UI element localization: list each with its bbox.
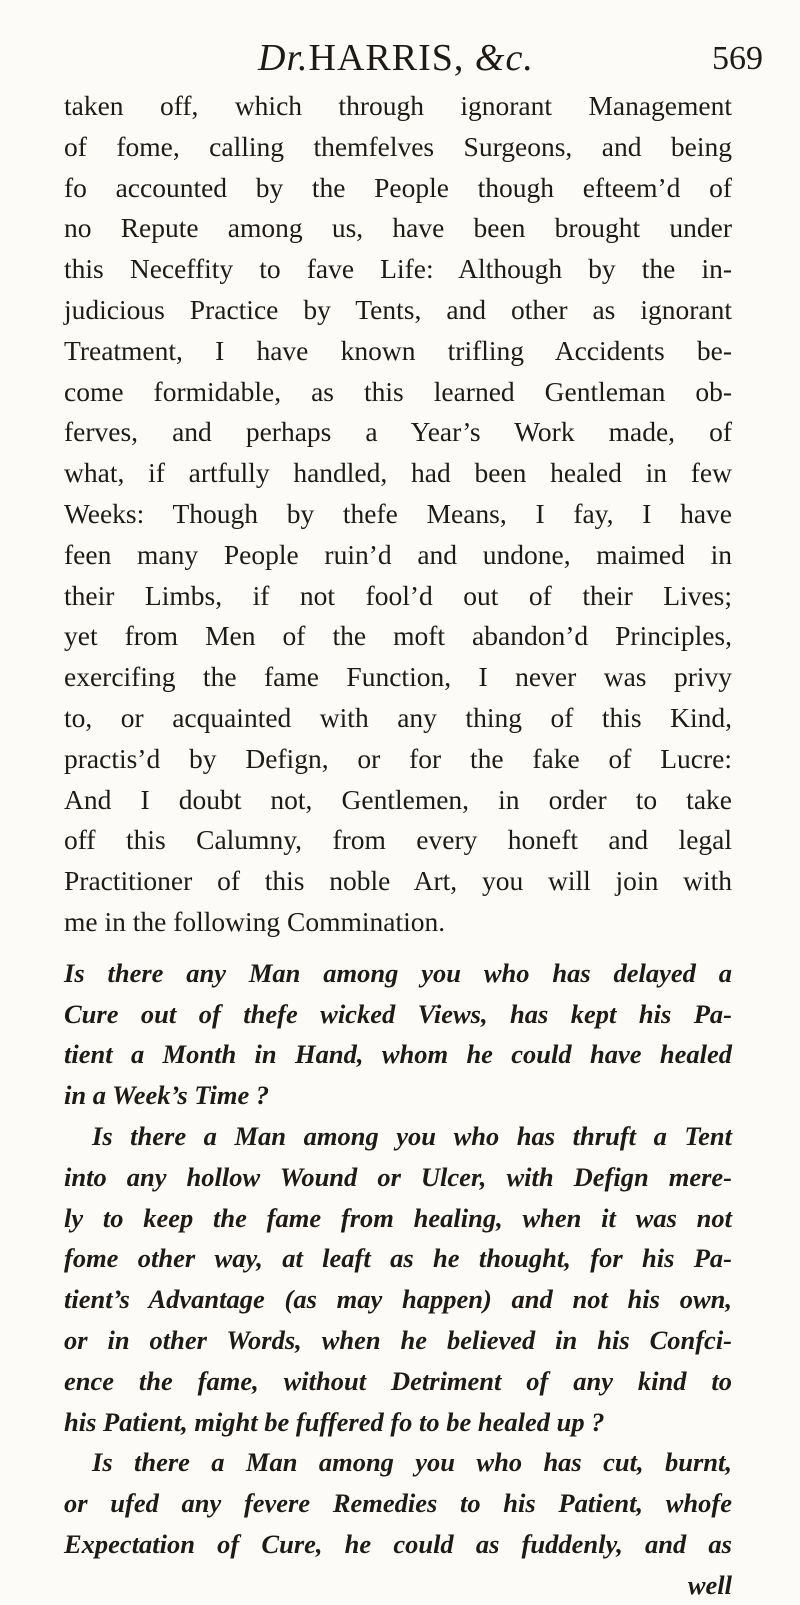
commination-line: in a Week’s Time ? <box>64 1080 270 1111</box>
text-line: Weeks: Though by thefe Means, I fay, I have <box>64 497 732 529</box>
commination-line: tient’s Advantage (as may happen) and not his own, <box>64 1284 732 1315</box>
text-line: feen many People ruin’d and undone, maimed in <box>64 538 732 570</box>
commination <box>64 953 732 1605</box>
commination-line: tient a Month in Hand, whom he could have healed <box>64 1039 732 1070</box>
text-line: Treatment, I have known trifling Accidents be- <box>64 334 732 366</box>
text-line: come formidable, as this learned Gentleman ob- <box>64 375 732 407</box>
body-text <box>64 86 732 1605</box>
commination-line: into any hollow Wound or Ulcer, with Defign mere- <box>64 1161 732 1192</box>
commination-line: Is there a Man among you who has cut, burnt, <box>92 1447 732 1478</box>
paragraph <box>64 86 732 943</box>
text-line: exercifing the fame Function, I never was privy <box>64 661 732 693</box>
text-line: to, or acquainted with any thing of this Kind, <box>64 701 732 733</box>
text-line: fo accounted by the People though efteem’d of <box>64 171 732 203</box>
text-line: judicious Practice by Tents, and other as ignorant <box>64 293 732 325</box>
text-line: Practitioner of this noble Art, you will join with <box>64 865 732 897</box>
running-head-author: HARRIS, <box>308 37 465 79</box>
text-line: yet from Men of the moft abandon’d Principles, <box>64 620 732 652</box>
text-line: their Limbs, if not fool’d out of their Lives; <box>64 579 732 611</box>
page-number: 569 <box>712 40 763 77</box>
commination-line: or in other Words, when he believed in his Confci- <box>64 1324 732 1355</box>
text-line: me in the following Commination. <box>64 905 446 937</box>
text-line: this Neceffity to fave Life: Although by the in- <box>64 253 732 285</box>
text-line: taken off, which through ignorant Management <box>64 90 732 121</box>
commination-line: Is there any Man among you who has delayed a <box>64 957 732 988</box>
text-line: And I doubt not, Gentlemen, in order to take <box>64 783 732 815</box>
page-header <box>0 0 800 100</box>
text-line: off this Calumny, from every honeft and legal <box>64 824 732 856</box>
commination-line: ence the fame, without Detriment of any kind to <box>64 1365 732 1396</box>
commination-line: fome other way, at leaft as he thought, for his Pa- <box>64 1243 732 1274</box>
running-head-prefix: Dr. <box>258 37 309 79</box>
commination-line: Expectation of Cure, he could as fuddenly, and as <box>64 1528 732 1559</box>
text-line: what, if artfully handled, had been healed in few <box>64 457 732 489</box>
commination-line: ly to keep the fame from healing, when it was not <box>64 1202 732 1233</box>
running-head-etc: &c. <box>474 37 534 79</box>
text-line: ferves, and perhaps a Year’s Work made, of <box>64 416 732 448</box>
commination-line: or ufed any fevere Remedies to his Patient, whofe <box>64 1488 732 1519</box>
commination-line: Cure out of thefe wicked Views, has kept his Pa- <box>64 998 732 1029</box>
text-line: no Repute among us, have been brought under <box>64 212 732 244</box>
catchword: well <box>687 1569 732 1600</box>
commination-line: his Patient, might be fuffered fo to be healed up ? <box>64 1406 605 1437</box>
text-line: practis’d by Defign, or for the fake of Lucre: <box>64 742 732 774</box>
running-head <box>258 36 534 80</box>
text-line: of fome, calling themfelves Surgeons, and being <box>64 130 732 162</box>
commination-line: Is there a Man among you who has thruft a Tent <box>92 1120 732 1151</box>
